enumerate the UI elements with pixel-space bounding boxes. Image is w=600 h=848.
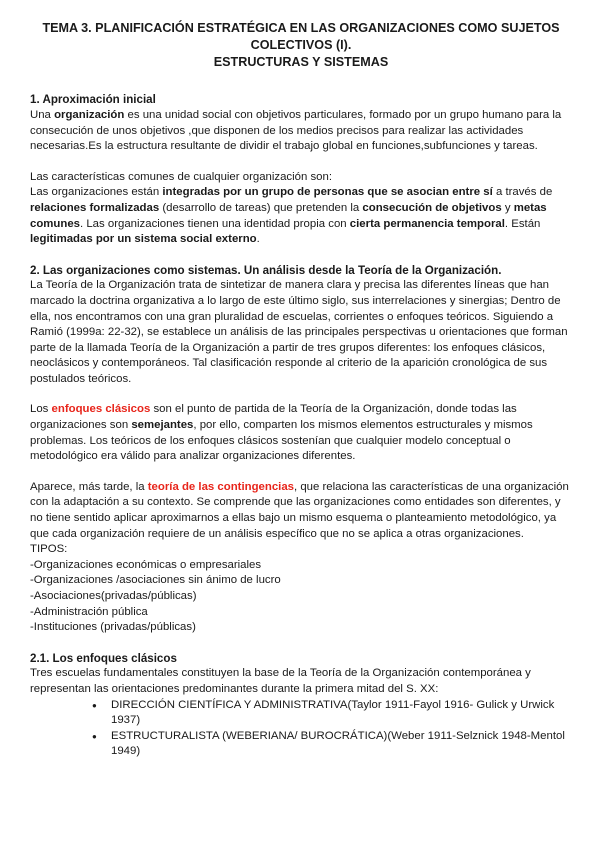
list-item: ● DIRECCIÓN CIENTÍFICA Y ADMINISTRATIVA(Taylor 1911-Fayol 1916- Gulick y Urwick 1937): [92, 698, 572, 729]
list-item: ● ESTRUCTURALISTA (WEBERIANA/ BUROCRÁTICA)(Weber 1911-Selznick 1948-Mentol 1949): [92, 729, 572, 760]
tipos-item: -Organizaciones /asociaciones sin ánimo de lucro: [30, 574, 281, 587]
section-1-paragraph-3: Las organizaciones están integradas por un grupo de personas que se asocian entre sí a través de relaciones formalizadas (desarrollo de tareas) que pretenden la consecución de objetivos y metas comunes. Las organizaciones tienen una identidad propia con cierta permanencia temporal. Están legitimadas por un sistema social externo.: [30, 186, 553, 246]
tipos-item: -Instituciones (privadas/públicas): [30, 621, 196, 634]
schools-list: [30, 698, 572, 760]
section-2-paragraph-3: Aparece, más tarde, la teoría de las contingencias, que relaciona las características de una organización con la adaptación a su contexto. Se comprende que las organizaciones como entidades son diferentes, y no tiene sentido aplicar aproximarnos a ellas bajo un mismo esquema o planteamiento metodológico, ya que cada organización requiere de un análisis específico que no se aplica a otras organizaciones.: [30, 480, 569, 540]
section-1-heading: 1. Aproximación inicial: [30, 93, 156, 107]
section-2-paragraph-2: Los enfoques clásicos son el punto de partida de la Teoría de la Organización, donde todas las organizaciones son semejantes, por ello, comparten los mismos elementos estructurales y mismos problemas. Los teóricos de los enfoques clásicos sostenían que cualquier modelo conceptual o metodológico era válido para analizar organizaciones diferentes.: [30, 403, 533, 463]
section-1-paragraph-2: Las características comunes de cualquier organización son:: [30, 170, 333, 183]
title-line-2: COLECTIVOS (I).: [250, 37, 352, 52]
tipos-item: -Asociaciones(privadas/públicas): [30, 590, 197, 603]
document-title: [30, 20, 572, 70]
tipos-label: TIPOS:: [30, 543, 68, 556]
title-line-3: ESTRUCTURAS Y SISTEMAS: [213, 54, 389, 69]
title-line-1: TEMA 3. PLANIFICACIÓN ESTRATÉGICA EN LAS ORGANIZACIONES COMO SUJETOS: [42, 21, 560, 35]
section-2-heading: 2. Las organizaciones como sistemas. Un análisis desde la Teoría de la Organización.: [30, 263, 502, 277]
section-2-1-paragraph: Tres escuelas fundamentales constituyen la base de la Teoría de la Organización contemporánea y representan las orientaciones predominantes durante la primera mitad del S. XX:: [30, 667, 531, 695]
tipos-item: -Administración pública: [30, 605, 148, 618]
section-2-1-heading: 2.1. Los enfoques clásicos: [30, 651, 177, 665]
tipos-item: -Organizaciones económicas o empresariales: [30, 558, 262, 571]
section-2-paragraph-1: La Teoría de la Organización trata de sintetizar de manera clara y precisa las diferentes líneas que han marcado la doctrina organizativa a lo largo de este último siglo, sus interrelaciones y sinergias; Dentro de ella, nos encontramos con una gran pluralidad de escuelas, corrientes o enfoques teóricos. Siguiendo a Ramió (1999a: 22-32), se establece un análisis de las principales perspectivas u orientaciones que forman parte de la llamada Teoría de la Organización a partir de tres grupos diferentes: los enfoques clásicos, neoclásicos y contemporáneos. Tal clasificación responde al criterio de la aparición cronológica de sus postulados teóricos.: [30, 279, 568, 385]
section-1-paragraph-1: Una organización es una unidad social con objetivos particulares, formado por un grupo humano para la consecución de unos objetivos ,que disponen de los medios precisos para realizar las actividades necesarias.Es la estructura resultante de dividir el trabajo global en funciones,subfunciones y tareas.: [30, 108, 562, 153]
